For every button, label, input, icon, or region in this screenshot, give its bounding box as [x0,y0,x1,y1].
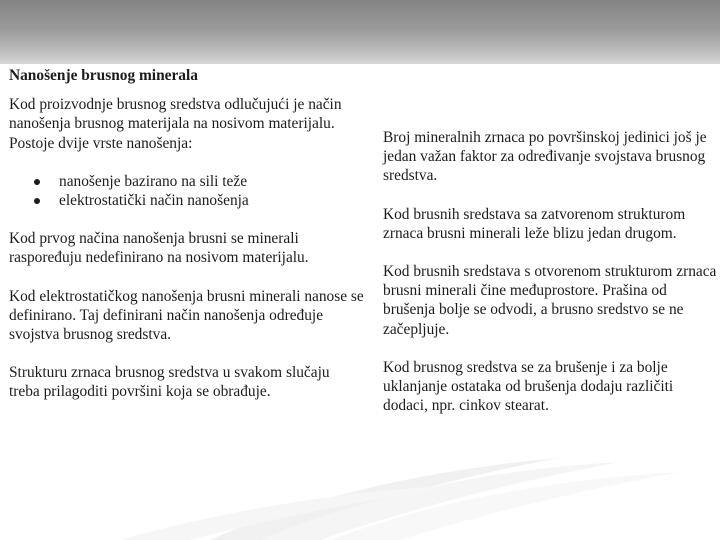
intro-paragraph: Kod proizvodnje brusnog sredstva odlučujući je način nanošenja brusnog materijala na nosivom materijalu. Postoje dvije vrste nanošenja: [9,96,342,152]
right-text-column [383,128,718,434]
paragraph: Kod elektrostatičkog nanošenja brusni minerali nanose se definirano. Taj definirani način nanošenja određuje svojstva brusnog sredstva. [9,287,364,344]
method-list [9,172,364,210]
left-text-column [9,66,364,421]
paragraph: Kod brusnog sredstva se za brušenje i za bolje uklanjanje ostataka od brušenja dodaju različiti dodaci, npr. cinkov stearat. [383,358,674,415]
section-heading: Nanošenje brusnog minerala [9,67,198,84]
paragraph: Kod brusnih sredstava sa zatvorenom strukturom zrnaca brusni minerali leže blizu jedan drugom. [383,205,686,242]
list-item-text: nanošenje bazirano na sili teže [59,172,248,190]
list-item-text: elektrostatički način nanošenja [59,192,249,210]
slide-header-band [0,0,720,64]
decorative-swoosh [0,440,720,540]
paragraph: Kod prvog načina nanošenja brusni se minerali raspoređuju nedefinirano na nosivom materijalu. [9,230,309,267]
list-item [9,191,364,210]
list-item [9,172,364,191]
bullet-icon [34,198,40,204]
paragraph: Broj mineralnih zrnaca po površinskoj jedinici još je jedan važan faktor za određivanje svojstava brusnog sredstva. [383,129,707,185]
slide-content-image [3,64,720,449]
paragraph: Strukturu zrnaca brusnog sredstva u svakom slučaju treba prilagoditi površini koja se obrađuje. [9,364,330,401]
bullet-icon [34,179,40,185]
paragraph: Kod brusnih sredstava s otvorenom strukturom zrnaca brusni minerali čine međuprostore. Prašina od brušenja bolje se odvodi, a brusno sredstvo se ne začepljuje. [383,263,717,338]
